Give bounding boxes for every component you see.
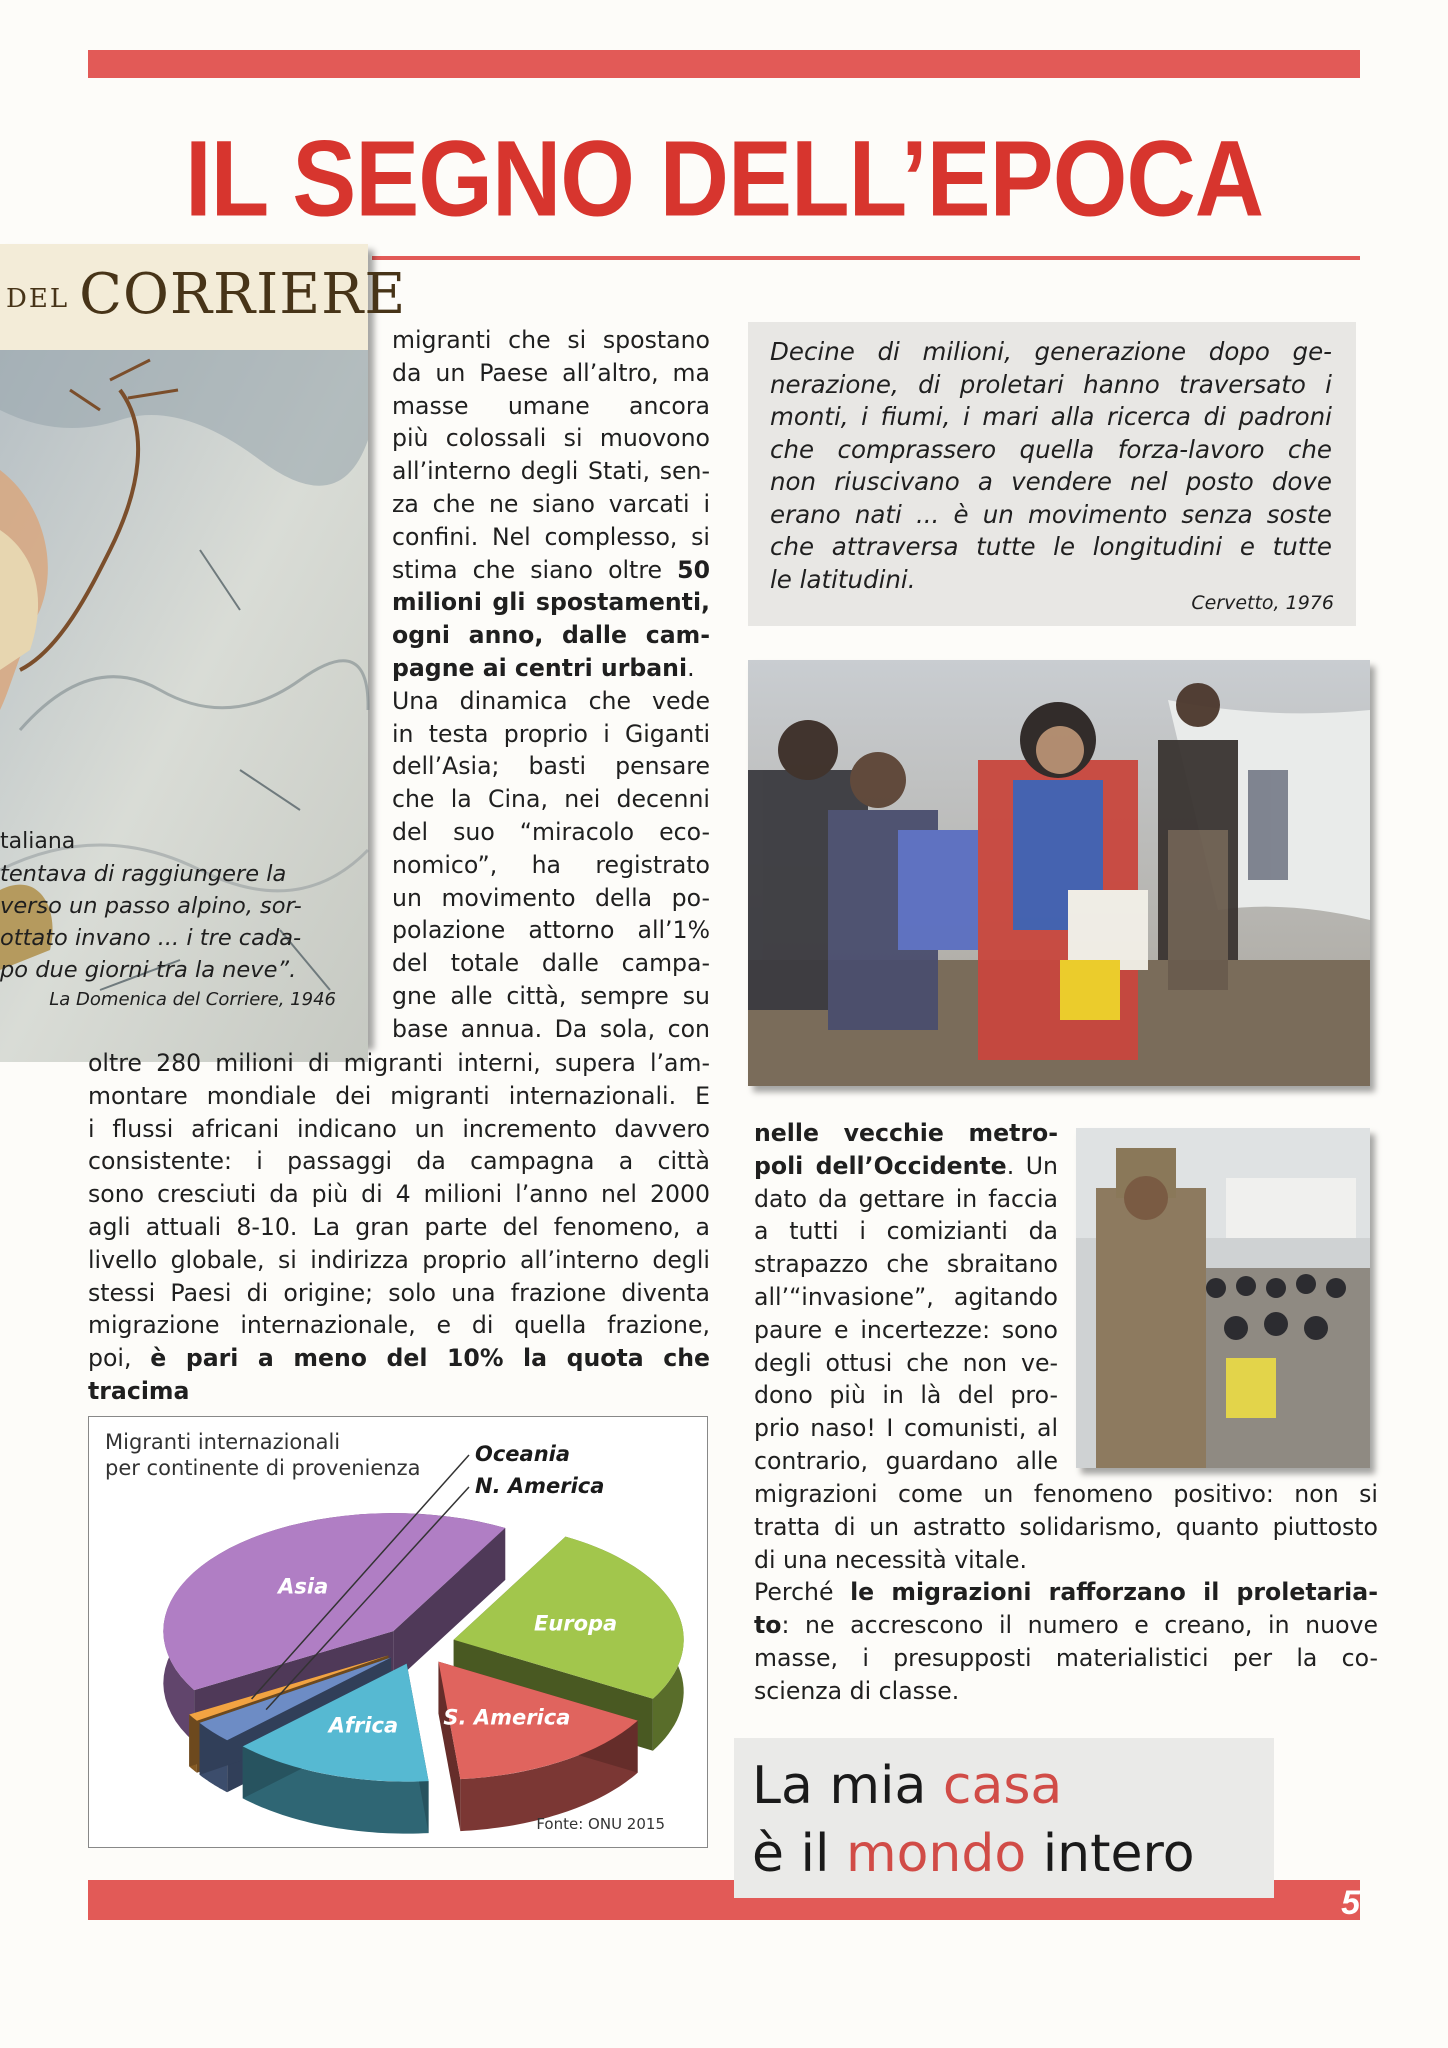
refugees-photo xyxy=(748,660,1370,1086)
pie-label-africa: Africa xyxy=(328,1713,399,1738)
quote-source: Cervetto, 1976 xyxy=(1191,592,1334,614)
page-number: 5 xyxy=(1341,1884,1360,1922)
column2-narrow: nelle vecchie metro- poli dell’Occidente. Un dato da gettare in faccia a tutti i comizianti da strapazzo che sbraitano all’“invasione”, agitando paure e incertezze: sono degli ottusi che non ve- dono più in là del pro- prio naso! I comunisti, al contrario, guardano alle xyxy=(754,1119,1058,1475)
pie-label-s-america: S. America xyxy=(443,1705,571,1730)
pie-chart xyxy=(88,1416,708,1848)
column1-wide: oltre 280 milioni di migranti interni, supera l’am- montare mondiale dei migranti internazionali. E i flussi africani indicano un incremento davvero consistente: i passaggi da campagna a città sono cresciuti da più di 4 milioni l’anno nel 2000 agli attuali 8-10. La gran parte del fenomeno, a livello globale, si indirizza proprio all’interno degli stessi Paesi di origine; solo una frazione diventa migrazione internazionale, e di quella frazione, poi, è pari a meno del 10% la quota che tracima xyxy=(88,1049,710,1405)
callout-label-oceania: Oceania xyxy=(475,1442,571,1466)
callout-label-n-america: N. America xyxy=(475,1474,605,1498)
quote-box: Decine di milioni, generazione dopo ge- nerazione, di proletari hanno traversato i monti, i fiumi, i mari alla ricerca di padroni che comprassero quella forza-lavoro che non riuscivano a vendere nel posto dove erano nati ... è un movimento senza soste che attraversa tutte le longitudini e tutte le latitudini. Cervetto, 1976 xyxy=(748,322,1356,626)
column1-narrow: migranti che si spostano da un Paese all’altro, ma masse umane ancora più colossali si muovono all’interno degli Stati, sen- za che ne siano varcati i confini. Nel complesso, si stima che siano oltre 50 milioni gli spostamenti, ogni anno, dalle cam- pagne ai centri urbani. Una dinamica che vede in testa proprio i Giganti dell’Asia; basti pensare che la Cina, nei decenni del suo “miracolo eco- nomico”, ha registrato un movimento della po- polazione attorno all’1% del totale dalle campa- gne alle città, sempre su base annua. Da sola, con xyxy=(392,326,710,1043)
corriere-source: La Domenica del Corriere, 1946 xyxy=(49,989,336,1010)
chart-source: Fonte: ONU 2015 xyxy=(536,1815,665,1833)
pie-svg xyxy=(89,1417,707,1847)
top-red-bar xyxy=(88,50,1360,78)
corriere-masthead xyxy=(0,244,407,350)
slogan: La mia casa è il mondo intero xyxy=(752,1756,1195,1884)
soldier-photo xyxy=(1076,1128,1370,1468)
corriere-caption: taliana tentava di raggiungere la verso un passo alpino, sor- ottato invano ... i tre cada- po due giorni tra la neve”. La Domenica del Corriere, 1946 xyxy=(0,826,340,1014)
column2-wide: migrazioni come un fenomeno positivo: non si tratta di un astratto solidarismo, quanto piuttosto di una necessità vitale. Perché le migrazioni rafforzano il proletaria- to: ne accrescono il numero e creano, in nuove masse, i presupposti materialistici per la co- scienza di classe. xyxy=(754,1480,1378,1705)
chart-title: Migranti internazionali per continente di provenienza xyxy=(105,1430,421,1480)
header-rule xyxy=(372,256,1360,260)
masthead-title: CORRIERE xyxy=(79,262,407,327)
masthead-small: DEL xyxy=(6,284,70,314)
pie-label-europa: Europa xyxy=(533,1611,618,1636)
pie-label-asia: Asia xyxy=(278,1574,329,1599)
page-title: IL SEGNO DELL’EPOCA xyxy=(184,119,1264,239)
slogan-box xyxy=(734,1738,1274,1898)
